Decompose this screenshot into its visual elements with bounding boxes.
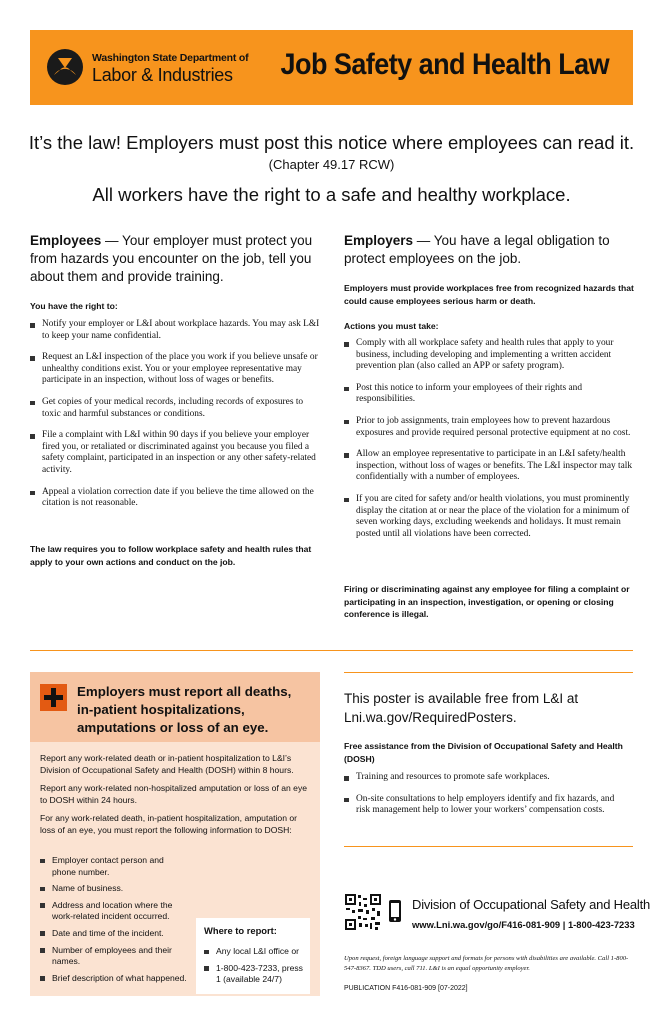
dept-name-line1: Washington State Department of (92, 52, 249, 64)
law-statement: It’s the law! Employers must post this notice where employees can read it. (28, 132, 635, 153)
dosh-contact-link[interactable]: www.Lni.wa.gov/go/F416-081-909 | 1-800-423-7233 (412, 919, 635, 930)
list-item: Number of employees and their names. (40, 945, 190, 968)
list-item: Any local L&I office or (204, 946, 308, 958)
list-item: Address and location where the work-related incident occurred. (40, 900, 190, 923)
section-divider (30, 650, 633, 651)
assistance-list (344, 772, 620, 827)
list-item: Comply with all workplace safety and health rules that apply to your business, including developing and implementing a written accident prevention plan (also called an APP or safety program). (344, 338, 636, 373)
list-item: Request an L&I inspection of the place you work if you believe unsafe or unhealthy conditions exist. You or your employee representative may participate in an inspection, without loss of wages or benefits. (30, 352, 322, 387)
qr-code-icon (344, 893, 382, 931)
actions-label: Actions you must take: (344, 321, 439, 331)
employer-closing: Firing or discriminating against any employee for filing a complaint or participating in an inspection, investigation, or opening or closing conference is illegal. (344, 584, 630, 619)
list-item: Brief description of what happened. (40, 973, 190, 985)
report-paragraph-3: For any work-related death, in-patient hospitalization, amputation or loss of an eye, you must report the following information to DOSH: (40, 813, 297, 835)
poster-availability: This poster is available free from L&I at Lni.wa.gov/RequiredPosters. (344, 691, 579, 725)
page-title: Job Safety and Health Law (280, 48, 609, 81)
resources-top-rule (344, 672, 633, 673)
cross-horizontal (44, 695, 63, 700)
employers-heading-text: — You have a legal obligation to protect employees on the job. (344, 233, 610, 266)
header-banner (30, 30, 633, 105)
employer-obligation: Employers must provide workplaces free from recognized hazards that could cause employees serious harm or death. (344, 283, 634, 306)
list-item: If you are cited for safety and/or health violations, you must prominently display the citation at or near the place of the violation for a minimum of seven working days, excluding weekends and holidays. It must remain posted until all violations have been corrected. (344, 494, 636, 540)
employee-rights-list (30, 319, 322, 520)
employers-heading (344, 232, 634, 268)
list-item: On-site consultations to help employers identify and fix hazards, and risk management help to lower your workers’ compensation costs. (344, 794, 620, 817)
publication-number: PUBLICATION F416-081-909 [07-2022] (344, 985, 468, 992)
list-item: Post this notice to inform your employees of their rights and responsibilities. (344, 383, 636, 406)
resources-mid-rule (344, 846, 633, 847)
chapter-reference: (Chapter 49.17 RCW) (268, 157, 395, 172)
list-item: Employer contact person and phone number. (40, 855, 190, 878)
report-info-list (40, 855, 190, 989)
list-item: Get copies of your medical records, including records of exposures to toxic and harmful substances or conditions. (30, 397, 322, 420)
lni-logo-icon (46, 48, 84, 86)
dept-name-line2: Labor & Industries (92, 65, 233, 85)
employees-heading-bold: Employees (30, 233, 102, 248)
employee-closing: The law requires you to follow workplace safety and health rules that apply to your own actions and conduct on the job. (30, 544, 312, 567)
list-item: 1-800-423-7233, press 1 (available 24/7) (204, 963, 308, 986)
employees-heading (30, 232, 320, 286)
employer-actions-list (344, 338, 636, 550)
report-title: Employers must report all deaths, in-patient hospitalizations, amputations or loss of an eye. (77, 684, 292, 735)
list-item: Prior to job assignments, train employees how to prevent hazardous exposures and provide required personal protective equipment at no cost. (344, 416, 636, 439)
employees-heading-text: — Your employer must protect you from hazards you encounter on the job, tell you about them and provide training. (30, 233, 313, 284)
list-item: Name of business. (40, 883, 190, 895)
list-item: Appeal a violation correction date if you believe the time allowed on the citation is not reasonable. (30, 487, 322, 510)
rights-statement: All workers have the right to a safe and healthy workplace. (92, 184, 571, 205)
where-to-report-title: Where to report: (204, 925, 277, 936)
list-item: Training and resources to promote safe workplaces. (344, 772, 620, 784)
accessibility-notice: Upon request, foreign language support and formats for persons with disabilities are available. Call 1-800-547-8367. TDD users, call 711. L&I is an equal opportunity employer. (344, 955, 629, 972)
list-item: Allow an employee representative to participate in an L&I safety/health inspection, without loss of wages or benefits. The L&I inspector may talk confidentially with a number of employees. (344, 449, 636, 484)
assistance-label: Free assistance from the Division of Occupational Safety and Health (DOSH) (344, 741, 623, 764)
report-paragraph-2: Report any work-related non-hospitalized amputation or loss of an eye to DOSH within 24 hours. (40, 783, 308, 805)
where-to-report-list (204, 946, 308, 991)
dosh-title: Division of Occupational Safety and Health (412, 897, 651, 912)
list-item: File a complaint with L&I within 90 days if you believe your employer fired you, or retaliated or discriminated against you because you filed a safety complaint, participated in an inspection or any other safety-related activity. (30, 430, 322, 476)
report-paragraph-1: Report any work-related death or in-patient hospitalization to L&I’s Division of Occupational Safety and Health (DOSH) within 8 hours. (40, 753, 294, 775)
employers-heading-bold: Employers (344, 233, 414, 248)
mobile-phone-icon (387, 899, 403, 923)
rights-label: You have the right to: (30, 301, 118, 311)
list-item: Date and time of the incident. (40, 928, 190, 940)
list-item: Notify your employer or L&I about workplace hazards. You may ask L&I to keep your name confidential. (30, 319, 322, 342)
